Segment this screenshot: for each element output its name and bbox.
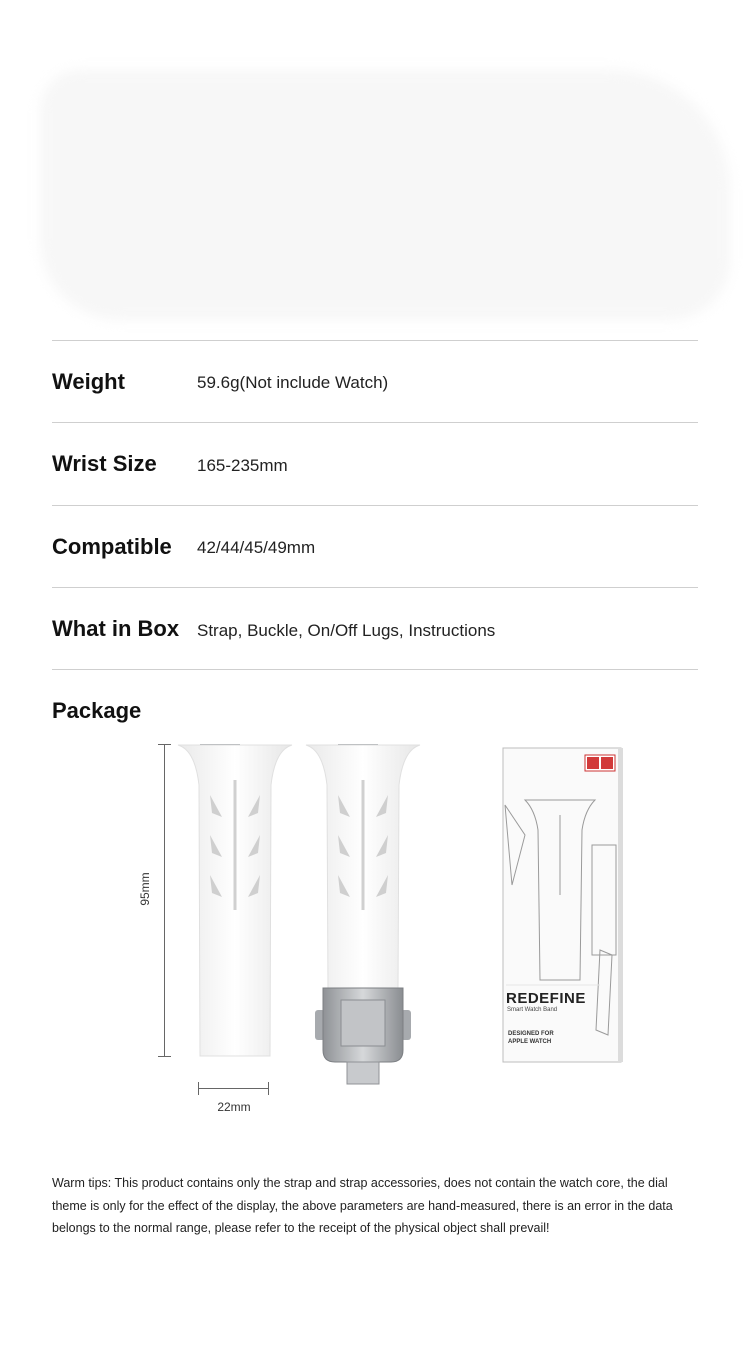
spec-value-compatible: 42/44/45/49mm — [197, 538, 316, 557]
width-dimension-line — [198, 1088, 269, 1089]
spec-label-compatible: Compatible — [52, 534, 172, 559]
dimension-cap — [268, 1082, 269, 1095]
width-label: 22mm — [217, 1100, 251, 1114]
box-subtitle-text: Smart Watch Band — [507, 1007, 558, 1013]
strap-with-buckle-image — [303, 740, 423, 1090]
dimension-cap — [158, 1056, 171, 1057]
spec-value-what-in-box: Strap, Buckle, On/Off Lugs, Instructions — [197, 621, 496, 640]
spec-label-weight: Weight — [52, 369, 125, 394]
spec-value-weight: 59.6g(Not include Watch) — [197, 373, 389, 392]
spec-label-wrist-size: Wrist Size — [52, 451, 157, 476]
warm-tips-text: Warm tips: This product contains only the strap and strap accessories, does not contain the watch core, the dial theme is only for the effect of the display, the above parameters are hand-measured, there is an error in the data belongs to the normal range, please refer to the receipt of the physical object shall prevail! — [52, 1176, 673, 1235]
divider — [52, 505, 698, 506]
box-brand-text: REDEFINE — [506, 990, 586, 1007]
divider — [52, 587, 698, 588]
package-title: Package — [52, 698, 142, 723]
strap-front-image — [175, 740, 295, 1060]
height-label: 95mm — [138, 872, 152, 906]
spec-label-what-in-box: What in Box — [52, 616, 180, 641]
product-image-area — [40, 70, 730, 320]
divider — [52, 422, 698, 423]
dimension-cap — [198, 1082, 199, 1095]
dimension-cap — [158, 744, 171, 745]
box-designed-for-text: DESIGNED FOR APPLE WATCH — [508, 1031, 554, 1045]
package-box-image — [500, 745, 625, 1065]
height-dimension-line — [164, 744, 165, 1056]
divider — [52, 340, 698, 341]
divider — [52, 669, 698, 670]
spec-value-wrist-size: 165-235mm — [197, 456, 288, 475]
